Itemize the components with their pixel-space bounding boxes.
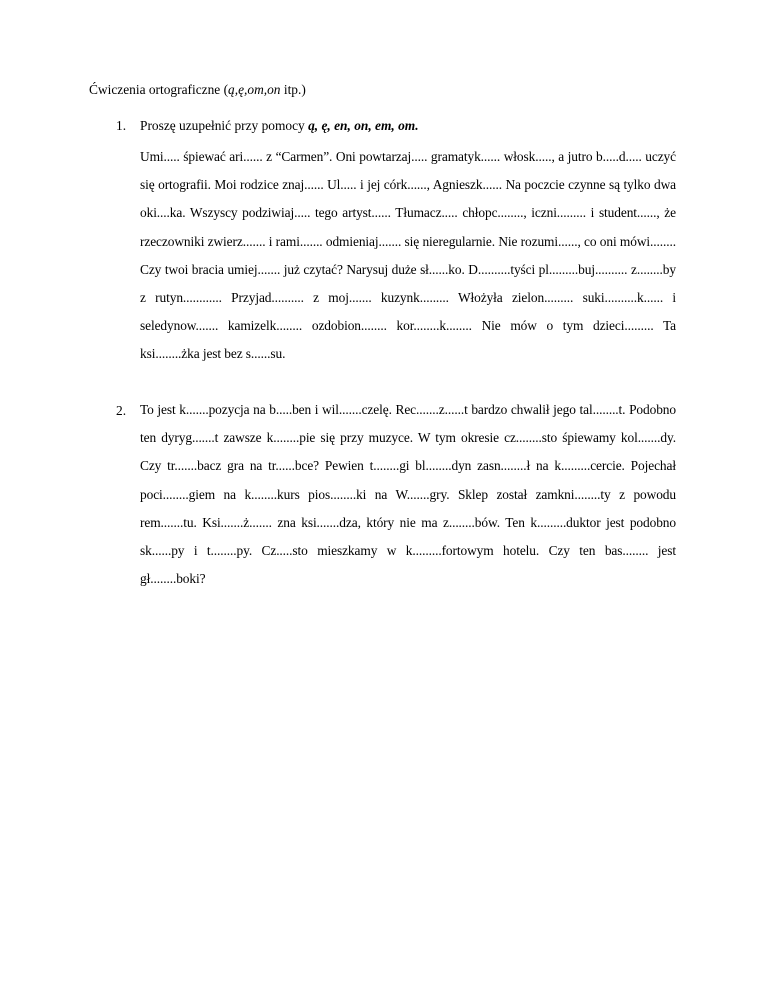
document-title: [89, 82, 306, 98]
title-letters: ą,ę,om,on: [228, 82, 281, 97]
instruction-options: ą, ę, en, on, em, om.: [308, 118, 419, 133]
exercise-1-number: 1.: [116, 118, 127, 133]
instruction-text: Proszę uzupełnić przy pomocy: [140, 118, 309, 133]
exercise-1-text: Umi..... śpiewać ari...... z “Carmen”. Oni powtarzaj..... gramatyk...... włosk....., a jutro b.....d..... uczyć się ortografii. Moi rodzice znaj...... Ul..... i jej córk......, Agnieszk...... Na poczcie czynne są tylko dwa oki....ka. Wszyscy podziwiaj..... tego artyst...... Tłumacz..... chłopc........, iczni......... i student......, że rzeczowniki zwierz....... i rami....... odmieniaj....... się nieregularnie. Nie rozumi......, co oni mówi........ Czy twoi bracia umiej....... już czytać? Narysuj duże sł......ko. D..........tyści pl.........buj.......... z........by z rutyn............ Przyjad.......... z moj....... kuzynk......... Włożyła zielon......... suki..........k...... i seledynow....... kamizelk........ ozdobion........ kor........k........ Nie mów o tym dzieci......... Ta ksi........żka jest bez s......su.: [140, 149, 676, 362]
exercise-1-instruction: [140, 118, 676, 134]
exercise-2-number: 2.: [116, 403, 127, 418]
exercise-1: [116, 118, 676, 362]
title-prefix: Ćwiczenia ortograficzne (: [89, 82, 229, 97]
title-suffix: itp.): [280, 82, 306, 97]
exercise-2-text: To jest k.......pozycja na b.....ben i wil.......czelę. Rec.......z......t bardzo chwalił jego tal........t. Podobno ten dyryg.......t zawsze k........pie się przy muzyce. W tym okresie cz........sto śpiewamy kol.......dy. Czy tr.......bacz gra na tr......bce? Pewien t........gi bl........dyn zasn........ł na k.........cercie. Pojechał poci........giem na k........kurs pios........ki na W.......gry. Sklep został zamkni........ty z powodu rem.......tu. Ksi.......ż....... zna ksi.......dza, który nie ma z........bów. Ten k.........duktor jest podobno sk......py i t........py. Cz.....sto mieszkamy w k.........fortowym hotelu. Czy ten bas........ jest gł........boki?: [140, 402, 676, 587]
